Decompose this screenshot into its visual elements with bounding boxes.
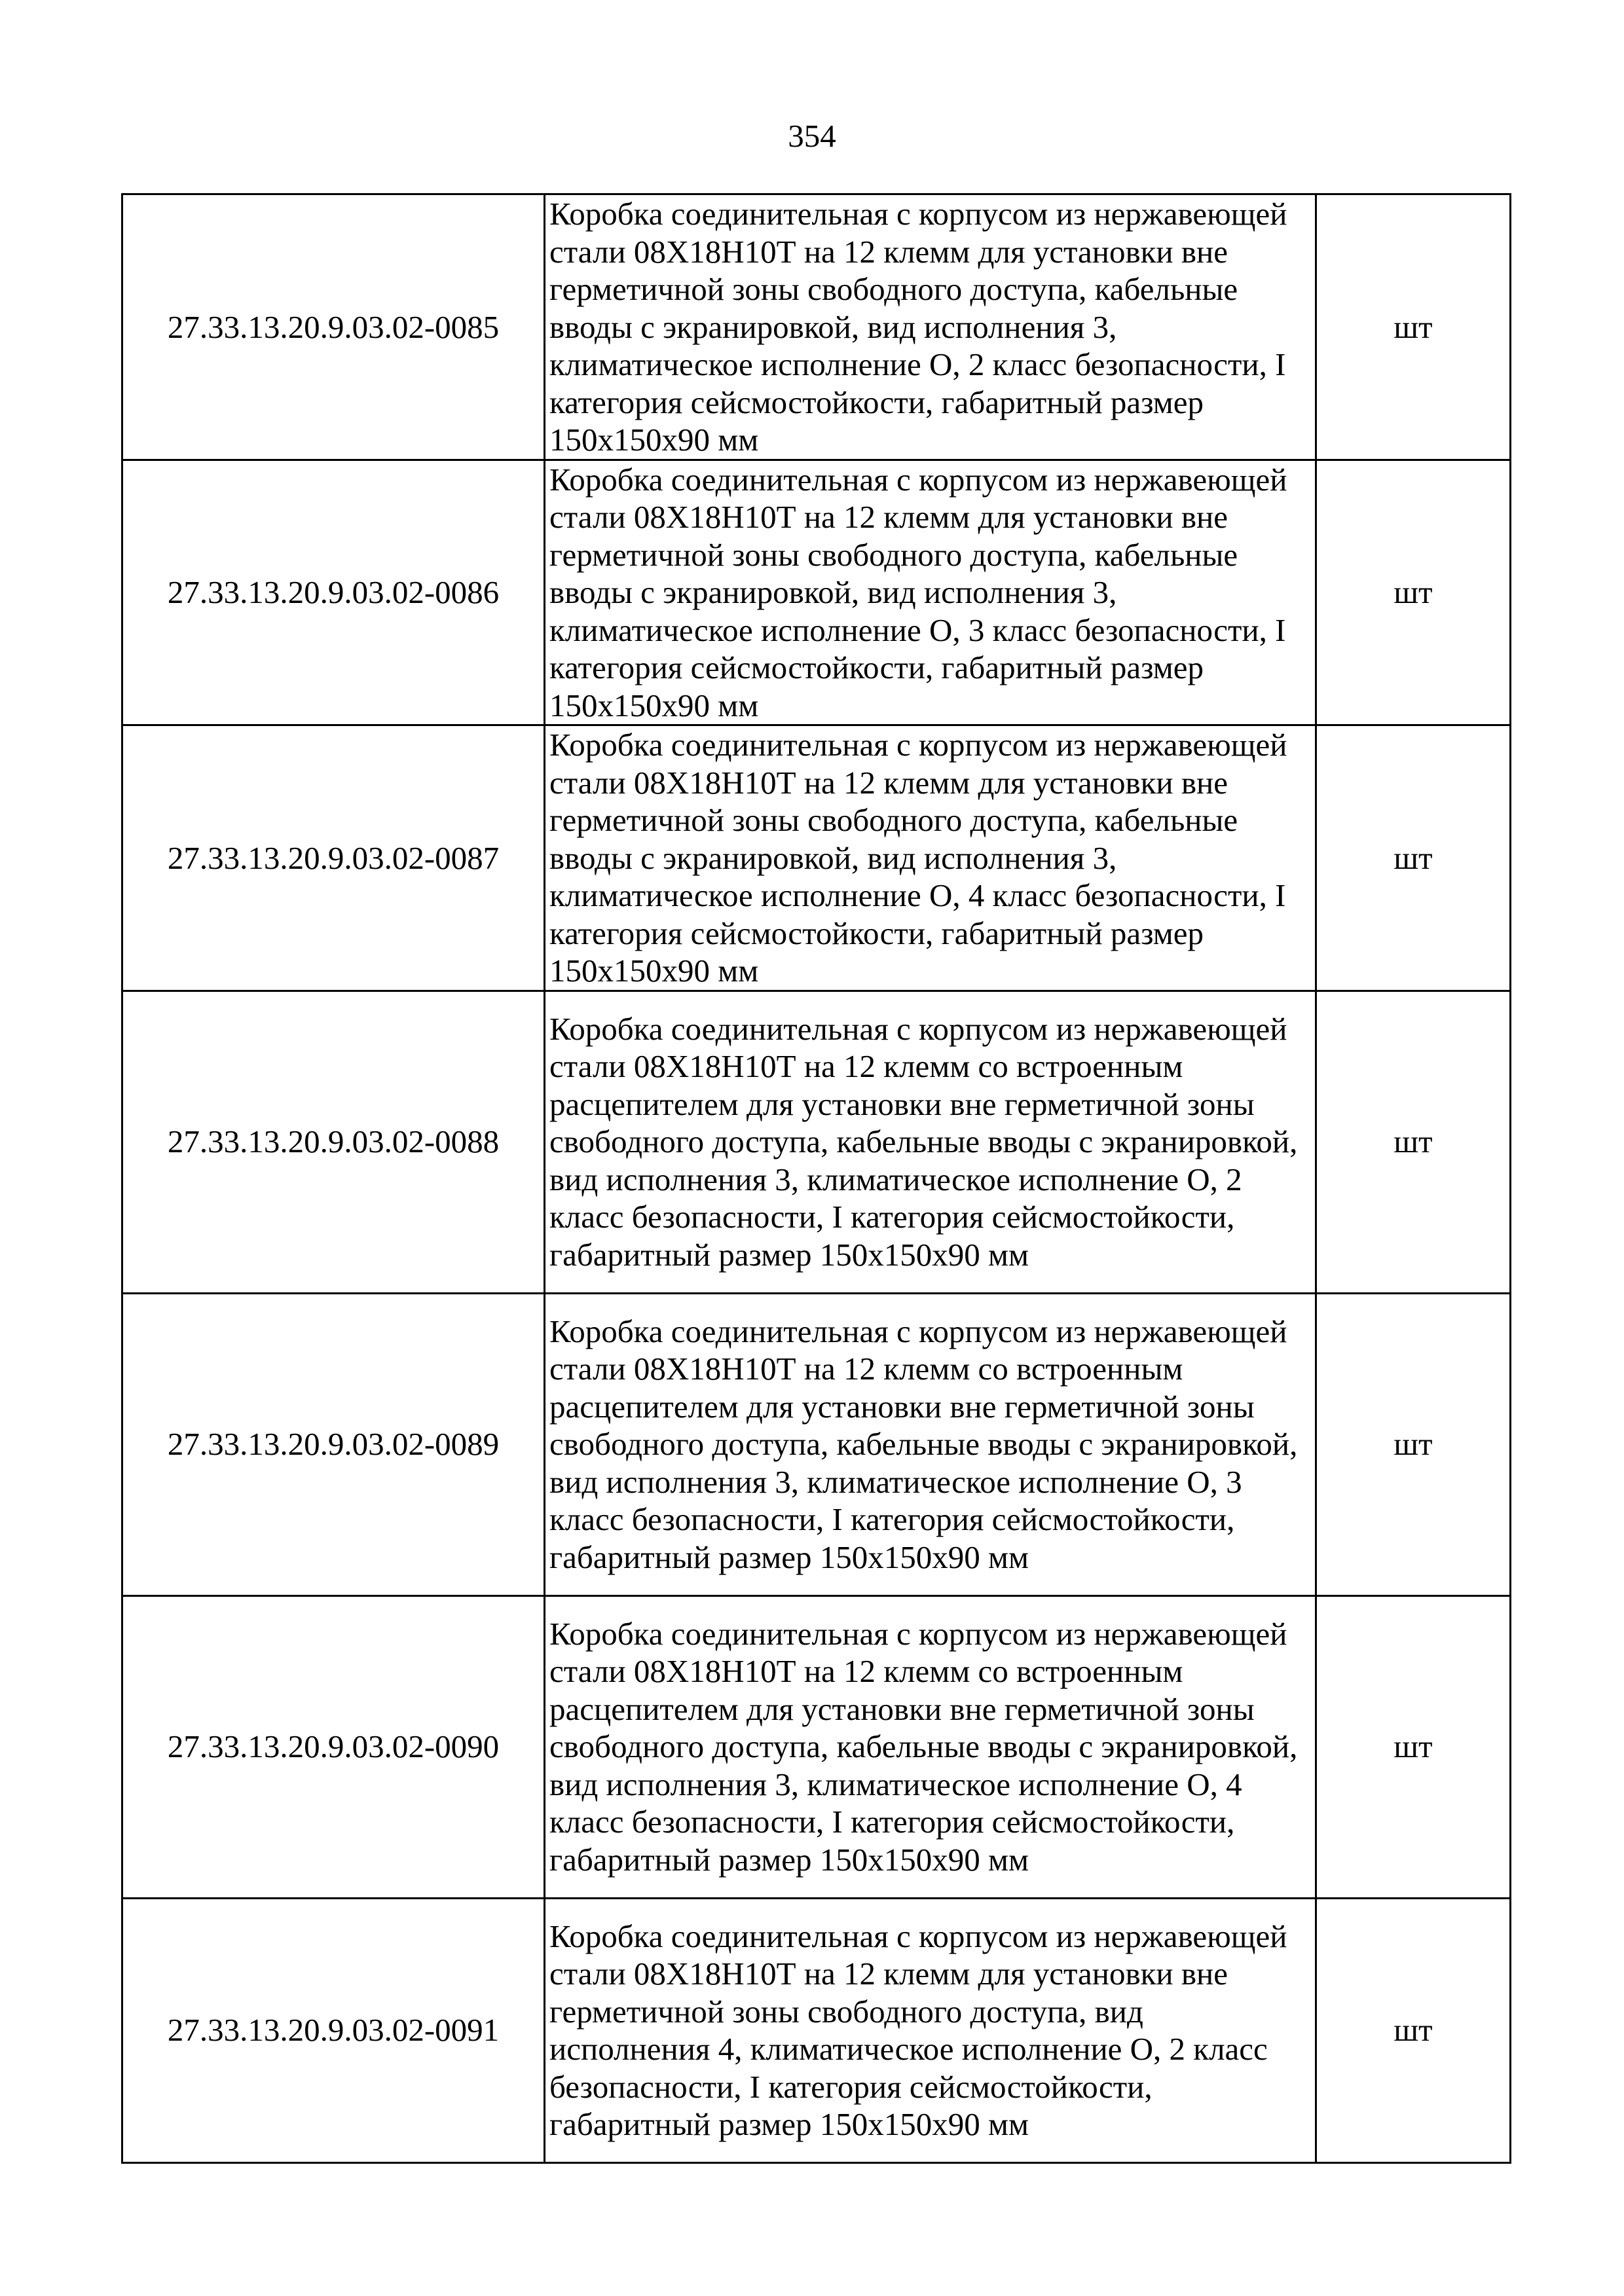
unit-cell: шт [1316, 194, 1511, 460]
resource-description-cell: Коробка соединительная с корпусом из нержавеющей стали 08Х18Н10Т на 12 клемм для установки вне герметичной зоны свободного доступа, кабельные вводы с экранировкой, вид исполнения 3, климатическое исполнение О, 4 класс безопасности, I категория сейсмостойкости, габаритный размер 150х150х90 мм [545, 725, 1316, 991]
resource-code-cell: 27.33.13.20.9.03.02-0088 [122, 991, 545, 1293]
unit-cell: шт [1316, 1898, 1511, 2162]
resource-description-cell: Коробка соединительная с корпусом из нержавеющей стали 08Х18Н10Т на 12 клемм для установки вне герметичной зоны свободного доступа, кабельные вводы с экранировкой, вид исполнения 3, климатическое исполнение О, 2 класс безопасности, I категория сейсмостойкости, габаритный размер 150х150х90 мм [545, 194, 1316, 460]
page-number: 354 [788, 118, 836, 154]
table-row [122, 1293, 1511, 1595]
resource-description-cell: Коробка соединительная с корпусом из нержавеющей стали 08Х18Н10Т на 12 клемм для установки вне герметичной зоны свободного доступа, вид исполнения 4, климатическое исполнение О, 2 класс безопасности, I категория сейсмостойкости, габаритный размер 150х150х90 мм [545, 1898, 1316, 2162]
unit-cell: шт [1316, 1595, 1511, 1898]
resource-table [121, 193, 1511, 2164]
resource-code-cell: 27.33.13.20.9.03.02-0086 [122, 460, 545, 725]
unit-cell: шт [1316, 460, 1511, 725]
unit-cell: шт [1316, 991, 1511, 1293]
table-row [122, 725, 1511, 991]
resource-code-cell: 27.33.13.20.9.03.02-0085 [122, 194, 545, 460]
resource-code-cell: 27.33.13.20.9.03.02-0091 [122, 1898, 545, 2162]
resource-code-cell: 27.33.13.20.9.03.02-0087 [122, 725, 545, 991]
unit-cell: шт [1316, 725, 1511, 991]
unit-cell: шт [1316, 1293, 1511, 1595]
table-row [122, 460, 1511, 725]
table-row [122, 194, 1511, 460]
resource-description-cell: Коробка соединительная с корпусом из нержавеющей стали 08Х18Н10Т на 12 клемм для установки вне герметичной зоны свободного доступа, кабельные вводы с экранировкой, вид исполнения 3, климатическое исполнение О, 3 класс безопасности, I категория сейсмостойкости, габаритный размер 150х150х90 мм [545, 460, 1316, 725]
resource-code-cell: 27.33.13.20.9.03.02-0090 [122, 1595, 545, 1898]
table-row [122, 1595, 1511, 1898]
resource-description-cell: Коробка соединительная с корпусом из нержавеющей стали 08Х18Н10Т на 12 клемм со встроенным расцепителем для установки вне герметичной зоны свободного доступа, кабельные вводы с экранировкой, вид исполнения 3, климатическое исполнение О, 2 класс безопасности, I категория сейсмостойкости, габаритный размер 150х150х90 мм [545, 991, 1316, 1293]
resource-code-cell: 27.33.13.20.9.03.02-0089 [122, 1293, 545, 1595]
table-row [122, 991, 1511, 1293]
resource-description-cell: Коробка соединительная с корпусом из нержавеющей стали 08Х18Н10Т на 12 клемм со встроенным расцепителем для установки вне герметичной зоны свободного доступа, кабельные вводы с экранировкой, вид исполнения 3, климатическое исполнение О, 3 класс безопасности, I категория сейсмостойкости, габаритный размер 150х150х90 мм [545, 1293, 1316, 1595]
resource-description-cell: Коробка соединительная с корпусом из нержавеющей стали 08Х18Н10Т на 12 клемм со встроенным расцепителем для установки вне герметичной зоны свободного доступа, кабельные вводы с экранировкой, вид исполнения 3, климатическое исполнение О, 4 класс безопасности, I категория сейсмостойкости, габаритный размер 150х150х90 мм [545, 1595, 1316, 1898]
table-row [122, 1898, 1511, 2162]
